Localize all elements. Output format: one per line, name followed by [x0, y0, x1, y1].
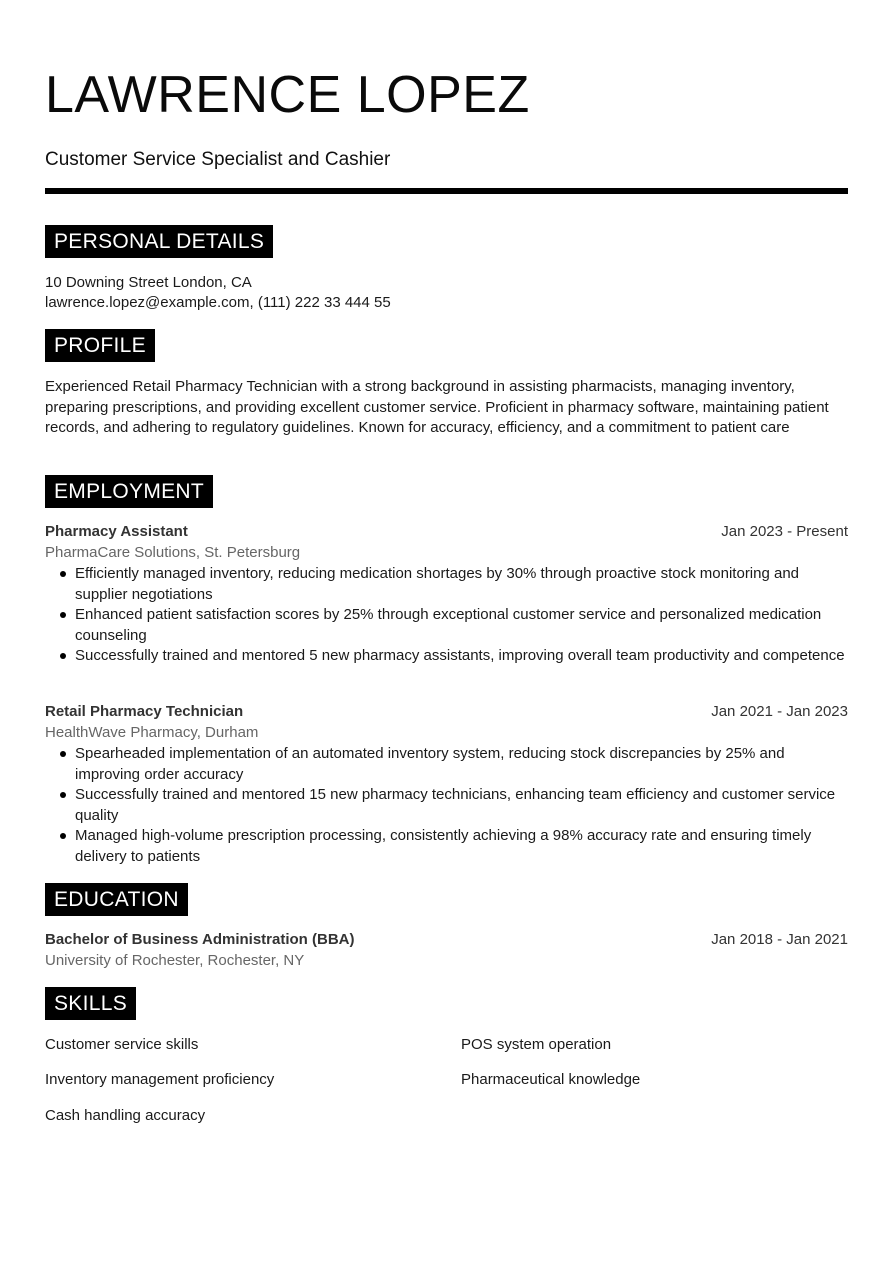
section-heading-employment: EMPLOYMENT: [45, 475, 213, 508]
candidate-name: LAWRENCE LOPEZ: [45, 66, 530, 124]
education-dates: Jan 2018 - Jan 2021: [711, 931, 848, 948]
skill-item: Inventory management proficiency: [45, 1071, 275, 1088]
skill-item: Customer service skills: [45, 1036, 199, 1053]
contact-info: lawrence.lopez@example.com, (111) 222 33 444 55: [45, 294, 391, 311]
job-title-headline: Customer Service Specialist and Cashier: [45, 149, 391, 170]
profile-summary: Experienced Retail Pharmacy Technician with a strong background in assisting pharmacists, managing inventory, preparing prescriptions, and providing excellent customer service. Proficient in pharmacy software, maintaining patient records, and adhering to regulatory guidelines. Known for accuracy, efficiency, and a commitment to patient care: [45, 378, 829, 436]
skill-item: POS system operation: [461, 1036, 612, 1053]
achievement-item: Managed high-volume prescription processing, consistently achieving a 98% accuracy rate and ensuring timely delivery to patients: [75, 826, 848, 867]
employment-achievements: [45, 564, 848, 667]
section-heading-personal-details: PERSONAL DETAILS: [45, 225, 273, 258]
education-degree: Bachelor of Business Administration (BBA): [45, 931, 355, 948]
education-school: University of Rochester, Rochester, NY: [45, 952, 305, 969]
section-heading-skills: SKILLS: [45, 987, 136, 1020]
employment-company: PharmaCare Solutions, St. Petersburg: [45, 544, 301, 561]
section-heading-profile: PROFILE: [45, 329, 155, 362]
skill-item: Pharmaceutical knowledge: [461, 1071, 641, 1088]
employment-title: Retail Pharmacy Technician: [45, 703, 244, 720]
achievement-item: Successfully trained and mentored 15 new pharmacy technicians, enhancing team efficiency and customer service quality: [75, 785, 848, 826]
address: 10 Downing Street London, CA: [45, 274, 252, 291]
employment-company: HealthWave Pharmacy, Durham: [45, 724, 259, 741]
header-divider: [45, 188, 848, 194]
employment-dates: Jan 2021 - Jan 2023: [711, 703, 848, 720]
achievement-item: Enhanced patient satisfaction scores by 25% through exceptional customer service and personalized medication counseling: [75, 605, 848, 646]
achievement-item: Spearheaded implementation of an automated inventory system, reducing stock discrepancies by 25% and improving order accuracy: [75, 744, 848, 785]
employment-achievements: [45, 744, 848, 867]
achievement-item: Successfully trained and mentored 5 new pharmacy assistants, improving overall team productivity and competence: [75, 646, 848, 667]
section-heading-education: EDUCATION: [45, 883, 188, 916]
achievement-item: Efficiently managed inventory, reducing medication shortages by 30% through proactive stock monitoring and supplier negotiations: [75, 564, 848, 605]
employment-dates: Jan 2023 - Present: [721, 523, 848, 540]
skill-item: Cash handling accuracy: [45, 1107, 206, 1124]
employment-title: Pharmacy Assistant: [45, 523, 188, 540]
